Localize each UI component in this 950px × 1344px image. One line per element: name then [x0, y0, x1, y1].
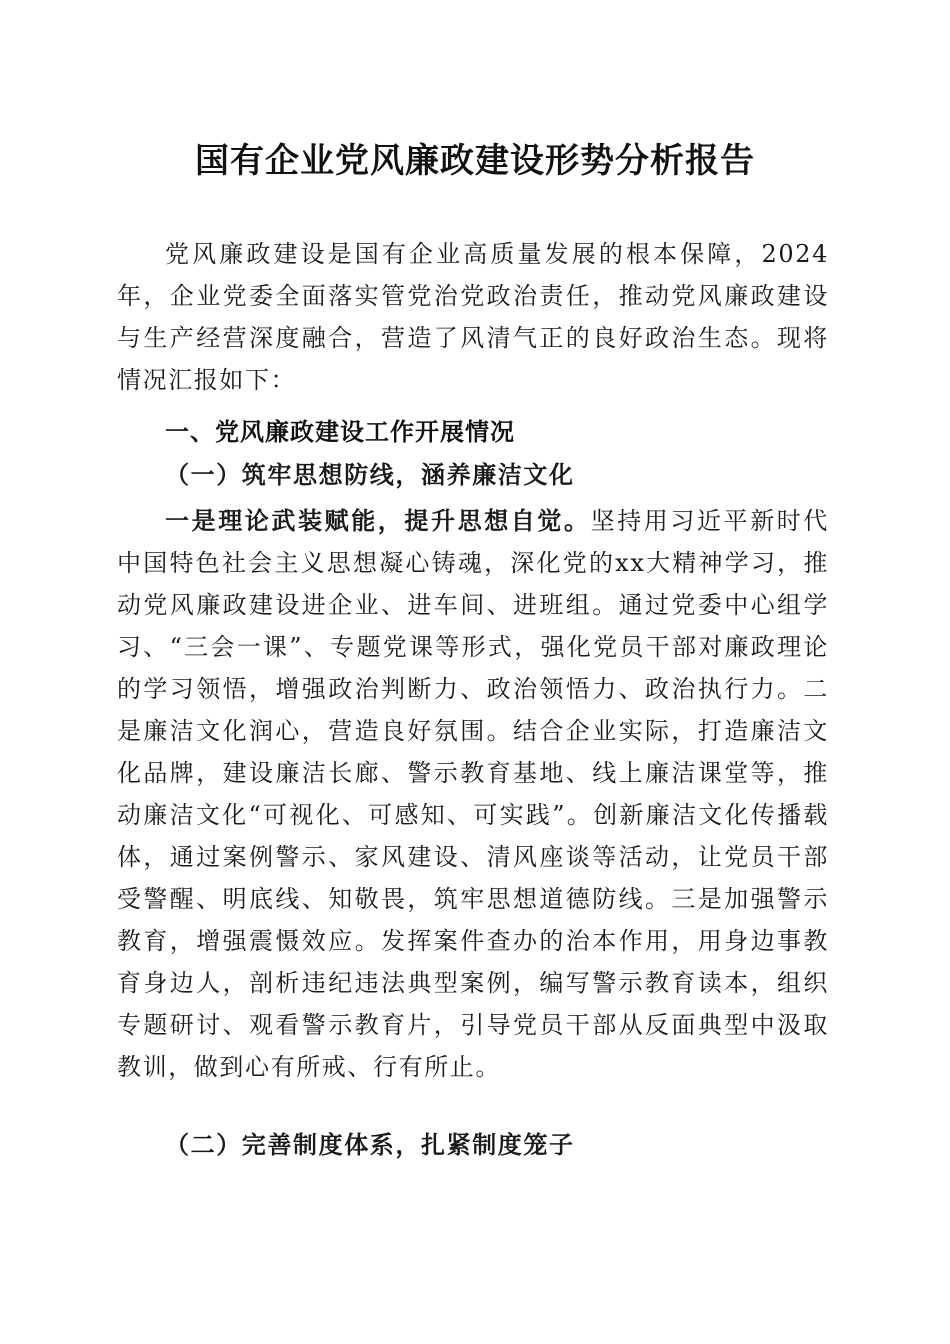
document-title: 国有企业党风廉政建设形势分析报告	[195, 141, 755, 181]
section-1-heading: 一、党风廉政建设工作开展情况	[165, 418, 515, 446]
subsection-1-heading: （一）筑牢思想防线，涵养廉洁文化	[165, 460, 575, 489]
paragraph-lead-sentence: 一是理论武装赋能，提升思想自觉。	[165, 506, 591, 535]
subsection-2-heading: （二）完善制度体系，扎紧制度笼子	[165, 1130, 575, 1159]
paragraph-body-text: 坚持用习近平新时代中国特色社会主义思想凝心铸魂，深化党的xx大精神学习，推动党风廉政建设进企业、进车间、进班组。通过党委中心组学习、“三会一课”、专题党课等形式，强化党员干部对廉政理论的学习领悟，增强政治判断力、政治领悟力、政治执行力。二是廉洁文化润心，营造良好氛围。结合企业实际，打造廉洁文化品牌，建设廉洁长廊、警示教育基地、线上廉洁课堂等，推动廉洁文化“可视化、可感知、可实践”。创新廉洁文化传播载体，通过案例警示、家风建设、清风座谈等活动，让党员干部受警醒、明底线、知敬畏，筑牢思想道德防线。三是加强警示教育，增强震慑效应。发挥案件查办的治本作用，用身边事教育身边人，剖析违纪违法典型案例，编写警示教育读本，组织专题研讨、观看警示教育片，引导党员干部从反面典型中汲取教训，做到心有所戒、行有所止。	[117, 507, 829, 1081]
intro-paragraph: 党风廉政建设是国有企业高质量发展的根本保障，2024年，企业党委全面落实管党治党政治责任，推动党风廉政建设与生产经营深度融合，营造了风清气正的良好政治生态。现将情况汇报如下：	[117, 240, 829, 394]
subsection-1-paragraph	[117, 500, 829, 1088]
